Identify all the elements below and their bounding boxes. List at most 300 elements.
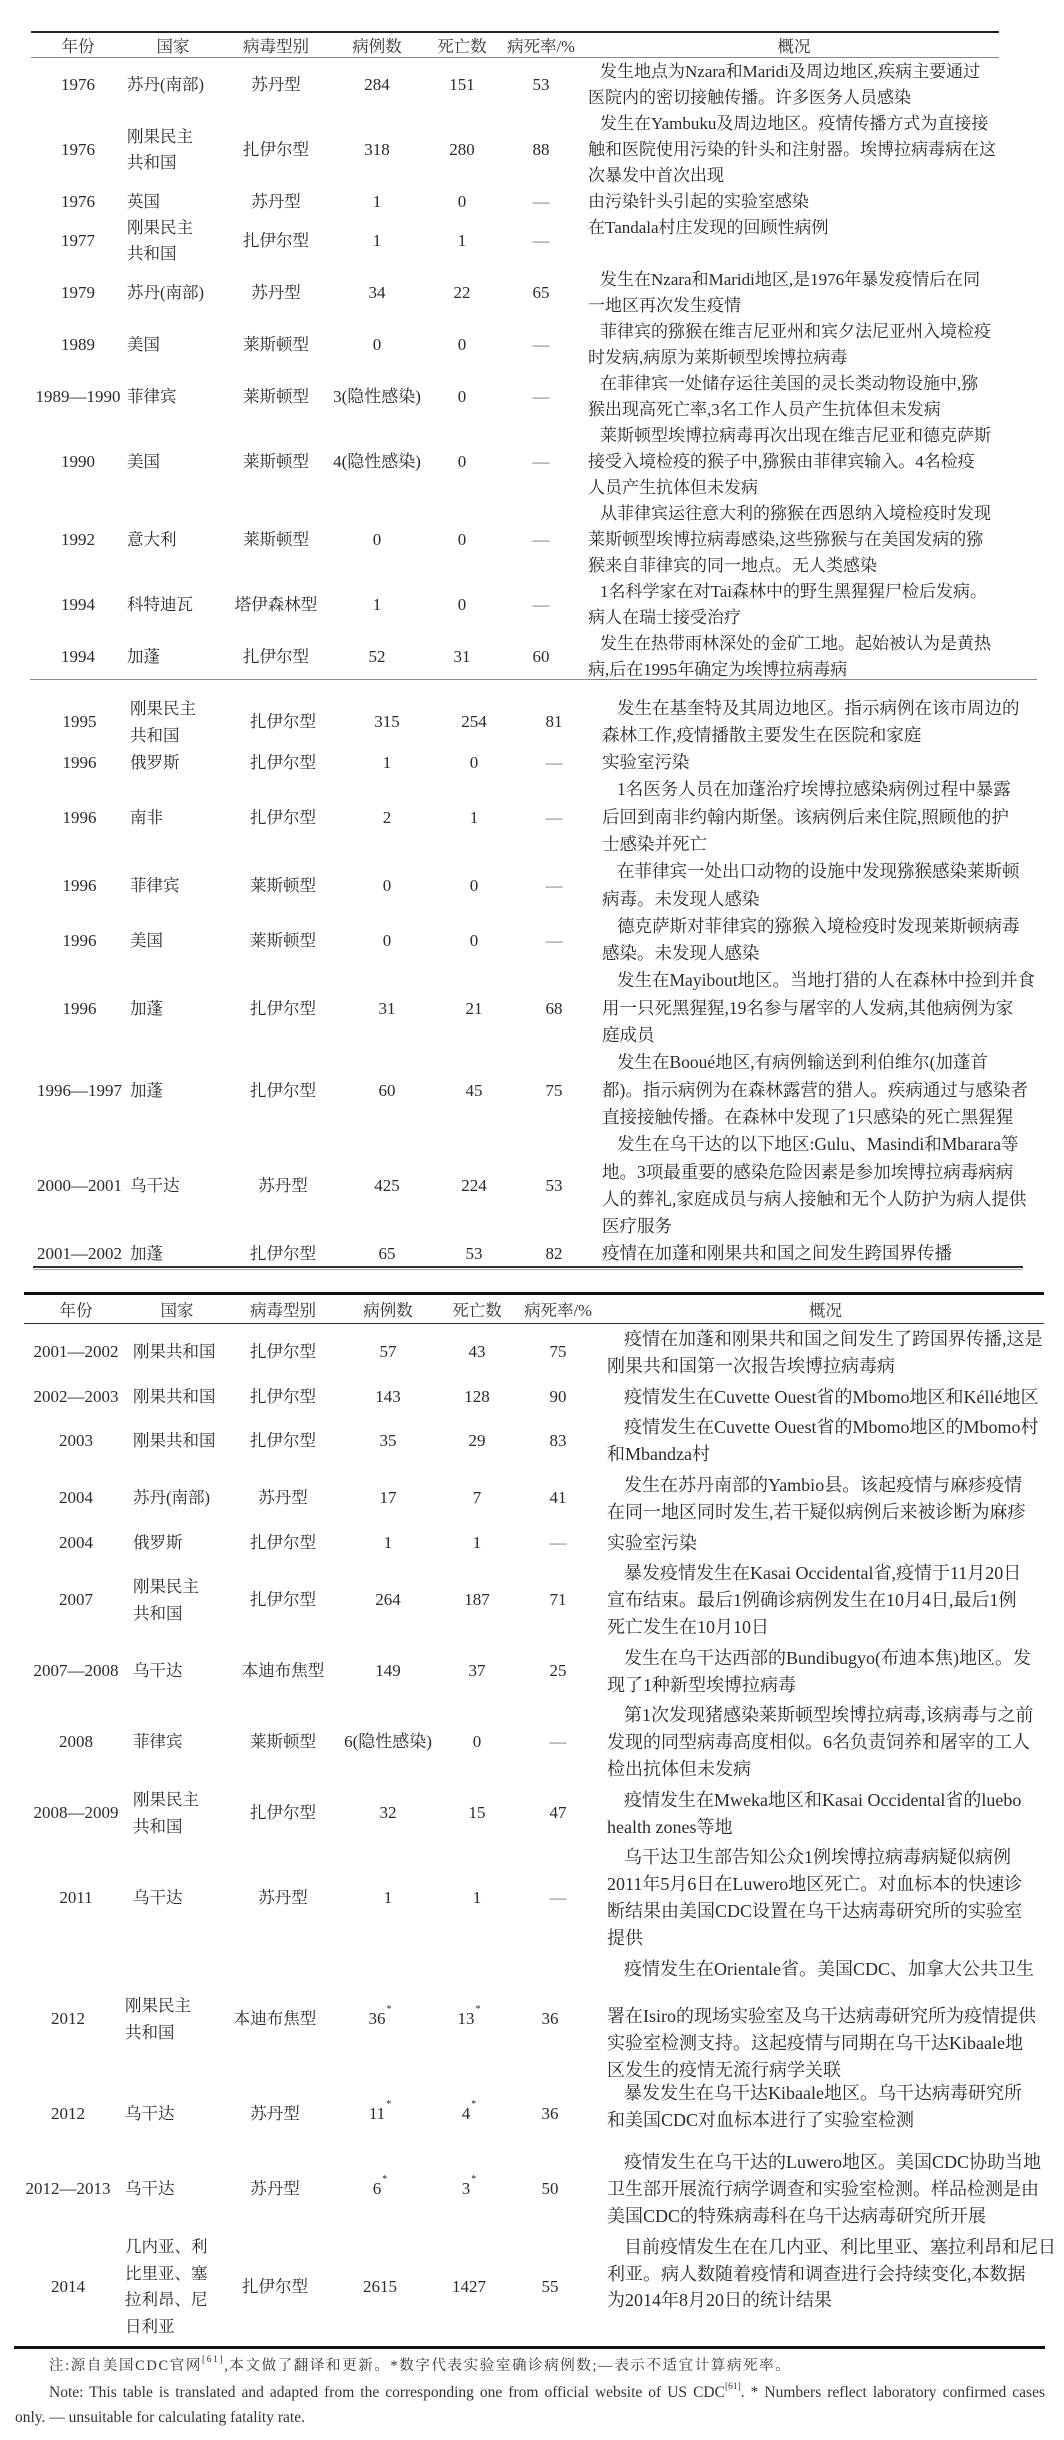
footnote-mark: * (471, 2099, 477, 2111)
country-line: 意大利 (127, 530, 177, 549)
deaths-cell: 224 (461, 1176, 487, 1196)
summary-line: 检出抗体但未发病 (607, 1758, 751, 1779)
summary-cell (582, 579, 1000, 631)
year-cell: 1976 (61, 192, 95, 211)
fatality-rate-cell: — (549, 1532, 567, 1552)
year-cell: 2007—2008 (33, 1661, 119, 1681)
country-line: 刚果共和国 (133, 1386, 216, 1406)
year-cell: 1976 (61, 75, 95, 94)
summary-line: 宣布结束。最后1例确诊病例发生在10月4日,最后1例 (607, 1590, 1017, 1611)
year-cell: 1990 (61, 452, 95, 471)
note-text: . * Numbers reflect laboratory confirmed cases (740, 2384, 1045, 2401)
country-cell (128, 1485, 226, 1512)
deaths-cell: 1427 (452, 2276, 486, 2296)
deaths-cell: 280 (449, 140, 475, 159)
country-cell (124, 72, 222, 98)
country-line: 刚果民主 (125, 1995, 191, 2015)
deaths-cell: 29 (468, 1430, 486, 1450)
table-note-english (49, 2381, 1045, 2405)
table-row (32, 1240, 1030, 1267)
virus-type-cell: 扎伊尔型 (250, 807, 316, 827)
table-row (32, 319, 1000, 371)
table-row (32, 501, 1000, 579)
fatality-rate-cell: 90 (549, 1386, 567, 1406)
summary-line: 发生在基奎特及其周边地区。指示病例在该市周边的 (617, 697, 1020, 718)
header-row (24, 1295, 1044, 1323)
footnote-mark: * (475, 2004, 481, 2016)
fatality-rate-cell: 83 (549, 1430, 567, 1450)
virus-type-cell: 扎伊尔型 (250, 1386, 316, 1406)
country-cell (128, 1885, 226, 1912)
summary-cell (582, 423, 1000, 501)
deaths-cell: 45 (465, 1080, 483, 1100)
summary-line: 发生在Yambuku及周边地区。疫情传播方式为直接接 (600, 114, 989, 133)
fatality-rate-cell: — (532, 335, 550, 354)
section-separator-rule (30, 679, 1037, 681)
country-line: 美国 (127, 335, 160, 354)
cases-cell: 1 (372, 192, 382, 211)
cases-cell: 35 (379, 1430, 397, 1450)
country-line: 日利亚 (125, 2317, 175, 2337)
summary-line: 断结果由美国CDC设置在乌干达病毒研究所的实验室 (607, 1900, 1023, 1921)
cases-cell: 34 (368, 283, 386, 302)
country-line: 菲律宾 (127, 387, 177, 406)
year-cell: 2001—2002 (37, 1244, 122, 1264)
fatality-rate-cell: — (532, 192, 550, 211)
summary-line: health zones等地 (607, 1816, 733, 1837)
summary-line: 由污染针头引起的实验室感染 (588, 192, 809, 211)
table-row (24, 1324, 1044, 1382)
reference-citation: [61] (201, 2355, 225, 2365)
country-line: 共和国 (133, 1816, 183, 1836)
summary-line: 目前疫情发生在在几内亚、利比里亚、塞拉利昂和尼日 (624, 2236, 1056, 2257)
summary-cell (582, 501, 1000, 579)
cases-cell: 315 (374, 712, 400, 732)
country-cell (127, 927, 232, 954)
country-line: 乌干达 (125, 2179, 175, 2199)
header-year: 年份 (61, 37, 95, 56)
cases-cell: 143 (375, 1386, 401, 1406)
year-cell: 2008 (59, 1732, 93, 1752)
summary-cell (598, 2080, 1044, 2134)
fatality-rate-cell: 71 (549, 1590, 567, 1610)
fatality-rate-cell: — (545, 930, 563, 950)
summary-line: 地。3项最重要的感染危险因素是参加埃博拉病毒病病 (602, 1161, 1014, 1182)
summary-cell (582, 371, 1000, 423)
country-cell (127, 749, 232, 776)
summary-line: 乌干达卫生部告知公众1例埃博拉病毒病疑似病例 (624, 1847, 1011, 1868)
virus-type-cell: 苏丹型 (250, 2179, 300, 2199)
summary-line: 刚果共和国第一次报告埃博拉病毒病 (607, 1355, 895, 1376)
table-row (32, 1049, 1030, 1131)
summary-line: 在Tandala村庄发现的回顾性病例 (588, 218, 829, 237)
summary-cell (582, 189, 1000, 215)
country-cell (128, 1729, 226, 1756)
table-row (32, 215, 1000, 267)
cases-cell: 6(隐性感染) (344, 1732, 432, 1752)
summary-line: 发生在热带雨林深处的金矿工地。起始被认为是黄热 (600, 634, 991, 653)
summary-cell (598, 2234, 1056, 2314)
virus-type-cell: 莱斯顿型 (250, 1732, 316, 1752)
summary-line: 发生在乌干达的以下地区:Gulu、Masindi和Mbarara等 (617, 1134, 1019, 1155)
deaths-cell: 1 (457, 231, 467, 250)
summary-line: 发生地点为Nzara和Maridi及周边地区,疾病主要通过 (600, 62, 981, 81)
country-line: 共和国 (127, 153, 177, 172)
section-bottom-rule-thin (33, 1269, 1023, 1270)
country-line: 刚果民主 (127, 127, 193, 146)
country-cell (124, 644, 222, 670)
country-cell (124, 332, 222, 358)
fatality-rate-cell: — (532, 530, 550, 549)
header-summary: 概况 (777, 37, 811, 56)
country-cell (128, 1530, 226, 1557)
year-cell: 1996 (62, 875, 97, 895)
summary-line: 暴发疫情发生在Kasai Occidental省,疫情于11月20日 (624, 1563, 1022, 1584)
summary-cell (582, 111, 1000, 189)
table-row (24, 1470, 1044, 1528)
table-row (32, 189, 1000, 215)
summary-line: 士感染并死亡 (602, 833, 707, 854)
virus-type-cell: 苏丹型 (251, 75, 301, 94)
summary-line: 实验室污染 (602, 752, 690, 773)
summary-line: 提供 (607, 1927, 643, 1948)
cases-cell: 31 (378, 998, 396, 1018)
country-cell (124, 592, 222, 618)
fatality-rate-cell: 75 (545, 1080, 563, 1100)
year-cell: 1989 (61, 335, 95, 354)
fatality-rate-cell: — (532, 387, 550, 406)
header-virus-type: 病毒型别 (250, 1301, 316, 1320)
table-section-3 (24, 1324, 1056, 2343)
year-cell: 2012 (51, 2104, 85, 2124)
table-row (24, 1643, 1044, 1701)
country-line: 加蓬 (130, 1080, 163, 1100)
reference-citation: [61] (724, 2382, 741, 2392)
virus-type-cell: 塔伊森林型 (234, 595, 318, 614)
deaths-cell: 0 (469, 930, 479, 950)
cases-cell: 1 (372, 595, 382, 614)
summary-line: 森林工作,疫情播散主要发生在医院和家庭 (602, 724, 922, 745)
year-cell: 2012 (51, 2009, 85, 2029)
table-row (24, 1700, 1044, 1784)
header-country: 国家 (156, 37, 190, 56)
deaths-cell: 0 (457, 192, 467, 211)
country-line: 苏丹(南部) (127, 75, 204, 94)
fatality-rate-cell: — (545, 753, 563, 773)
fatality-rate-cell: 36 (541, 2104, 559, 2124)
virus-type-cell: 扎伊尔型 (250, 1590, 316, 1610)
fatality-rate-cell: 55 (541, 2276, 559, 2296)
cases-cell: 4(隐性感染) (333, 452, 421, 471)
summary-line: 死亡发生在10月10日 (607, 1616, 769, 1637)
country-line: 共和国 (125, 2022, 175, 2042)
summary-line: 为2014年8月20日的统计结果 (607, 2290, 832, 2311)
cases-cell: 32 (379, 1803, 397, 1823)
table-row (24, 1842, 1044, 1953)
table-row (32, 776, 1030, 858)
year-cell: 1979 (61, 283, 95, 302)
table-row (24, 1382, 1044, 1413)
summary-line: 医院内的密切接触传播。许多医务人员感染 (588, 88, 911, 107)
note-text: 注:源自美国CDC官网 (49, 2358, 202, 2374)
virus-type-cell: 莱斯顿型 (243, 530, 309, 549)
cases-cell: 57 (379, 1342, 397, 1362)
cases-cell: 0 (372, 335, 382, 354)
virus-type-cell: 扎伊尔型 (250, 998, 316, 1018)
cases-cell: 65 (378, 1244, 396, 1264)
deaths-cell: 187 (464, 1590, 490, 1610)
summary-line: 发生在Nzara和Maridi地区,是1976年暴发疫情后在同 (600, 270, 981, 289)
summary-line: 区发生的疫情无流行病学关联 (607, 2059, 841, 2080)
cases-cell: 60 (378, 1080, 396, 1100)
summary-cell (598, 2149, 1044, 2229)
summary-line: 1名科学家在对Tai森林中的野生黑猩猩尸检后发病。 (600, 582, 987, 601)
note-text: ,本文做了翻译和更新。*数字代表实验室确诊病例数;—表示不适宜计算病死率。 (224, 2358, 792, 2374)
country-line: 刚果民主 (133, 1576, 199, 1596)
table-row (24, 1412, 1044, 1470)
country-line: 乌干达 (133, 1887, 183, 1907)
country-line: 刚果民主 (130, 698, 196, 718)
table-row (24, 1528, 1044, 1559)
deaths-cell: 151 (449, 75, 475, 94)
cases-cell: 0 (372, 530, 382, 549)
summary-cell (598, 1956, 1044, 2084)
fatality-rate-cell: 81 (545, 712, 563, 732)
summary-line: 和Mbandza村 (607, 1444, 710, 1465)
fatality-rate-cell: — (532, 452, 550, 471)
country-line: 几内亚、利 (125, 2236, 208, 2256)
country-line: 美国 (130, 930, 163, 950)
fatality-rate-cell: — (545, 807, 563, 827)
summary-cell (600, 1131, 1030, 1240)
summary-line: 利亚。病人数随着疫情和调查进行会持续变化,本数据 (607, 2263, 1026, 2284)
summary-line: 人的葬礼,家庭成员与病人接触和无个人防护为病人提供 (602, 1188, 1027, 1209)
summary-cell (598, 1384, 1044, 1411)
cases-cell: 1 (383, 1532, 393, 1552)
country-line: 共和国 (127, 244, 177, 263)
summary-cell (582, 59, 1000, 111)
virus-type-cell: 苏丹型 (258, 1176, 308, 1196)
table-row (32, 371, 1000, 423)
cases-cell (332, 2006, 428, 2033)
fatality-rate-cell: — (549, 1732, 567, 1752)
year-cell: 1995 (62, 712, 97, 732)
header-summary: 概况 (809, 1301, 842, 1320)
country-line: 英国 (127, 192, 160, 211)
country-line: 刚果共和国 (133, 1430, 216, 1450)
year-cell: 2012—2013 (25, 2179, 111, 2199)
summary-cell (582, 319, 1000, 371)
year-cell: 1996 (62, 998, 97, 1018)
summary-line: 疫情发生在Orientale省。美国CDC、加拿大公共卫生 (624, 1958, 1034, 1979)
year-cell: 2003 (59, 1430, 93, 1450)
year-cell: 1977 (61, 231, 95, 250)
deaths-cell (428, 2176, 510, 2203)
deaths-cell: 0 (469, 753, 479, 773)
cases-cell: 1 (383, 1887, 393, 1907)
summary-line: 后回到南非约翰内斯堡。该病例后来住院,照顾他的护 (602, 806, 1009, 827)
summary-line: 从菲律宾运往意大利的猕猴在西恩纳入境检疫时发现 (600, 504, 991, 523)
virus-type-cell: 本迪布焦型 (241, 1661, 325, 1681)
summary-cell (582, 215, 1000, 241)
table-note-english-continued: only. — unsuitable for calculating fatality rate. (15, 2409, 305, 2426)
cases-cell: 149 (375, 1661, 401, 1681)
table-note-chinese (49, 2354, 791, 2378)
table-row (32, 59, 1000, 111)
header-row (32, 33, 1000, 57)
deaths-cell (428, 2101, 510, 2128)
fatality-rate-cell: 68 (545, 998, 563, 1018)
summary-cell (600, 967, 1036, 1049)
year-cell: 2004 (59, 1488, 93, 1508)
summary-line: 在菲律宾一处出口动物的设施中发现猕猴感染莱斯顿 (617, 861, 1020, 882)
summary-line: 发生在Booué地区,有病例输送到利伯维尔(加蓬首 (617, 1052, 988, 1073)
year-cell: 1996 (62, 930, 97, 950)
country-line: 乌干达 (125, 2104, 175, 2124)
cases-cell: 284 (364, 75, 390, 94)
fatality-rate-cell: 41 (549, 1488, 567, 1508)
summary-line: 实验室检测支持。这起疫情与同期在乌干达Kibaale地 (607, 2033, 1023, 2054)
year-cell: 2011 (59, 1887, 93, 1907)
summary-cell (598, 1414, 1044, 1468)
country-cell (127, 804, 232, 831)
virus-type-cell: 苏丹型 (251, 192, 301, 211)
year-cell: 2001—2002 (33, 1342, 119, 1362)
cases-cell-value: 36 (368, 2009, 386, 2029)
summary-line: 疫情发生在Cuvette Ouest省的Mbomo地区的Mbomo村 (624, 1417, 1039, 1438)
table-bottom-rule (14, 2346, 1045, 2349)
fatality-rate-cell: 47 (549, 1803, 567, 1823)
cases-cell: 3(隐性感染) (333, 387, 421, 406)
cases-cell: 264 (375, 1590, 401, 1610)
country-line: 乌干达 (133, 1661, 183, 1681)
country-cell (128, 1787, 226, 1841)
deaths-cell: 128 (464, 1386, 490, 1406)
summary-line: 疫情发生在Cuvette Ouest省的Mbomo地区和Kéllé地区 (624, 1386, 1039, 1407)
deaths-cell: 7 (472, 1488, 482, 1508)
table-row (24, 1558, 1044, 1642)
fatality-rate-cell: 53 (532, 75, 550, 94)
fatality-rate-cell: 25 (549, 1661, 567, 1681)
fatality-rate-cell: 50 (541, 2179, 559, 2199)
fatality-rate-cell: 82 (545, 1244, 563, 1264)
header-fatality-rate: 病死率/% (507, 37, 575, 56)
summary-cell (598, 1844, 1044, 1951)
country-line: 南非 (130, 807, 163, 827)
summary-line: 发生在苏丹南部的Yambio县。该起疫情与麻疹疫情 (624, 1474, 1023, 1495)
summary-cell (598, 1702, 1044, 1782)
fatality-rate-cell: — (532, 595, 550, 614)
note-text: Note: This table is translated and adapted from the corresponding one from official website of US CDC (49, 2384, 725, 2401)
country-cell (124, 124, 222, 176)
virus-type-cell: 莱斯顿型 (250, 875, 316, 895)
virus-type-cell: 扎伊尔型 (250, 712, 316, 732)
country-line: 菲律宾 (133, 1732, 183, 1752)
table-row (32, 1131, 1030, 1240)
summary-line: 病,后在1995年确定为埃博拉病毒病 (588, 660, 848, 679)
table-row (32, 749, 1030, 776)
header-deaths: 死亡数 (452, 1301, 502, 1320)
summary-cell (598, 1645, 1044, 1699)
virus-type-cell: 本迪布焦型 (233, 2009, 317, 2029)
country-cell (127, 695, 232, 750)
deaths-cell: 254 (461, 712, 487, 732)
country-cell (128, 1384, 226, 1411)
country-line: 苏丹(南部) (133, 1488, 210, 1508)
country-line: 美国 (127, 452, 160, 471)
virus-type-cell: 扎伊尔型 (243, 647, 309, 666)
summary-line: 1名医务人员在加蓬治疗埃博拉感染病例过程中暴露 (617, 779, 1011, 800)
summary-line: 疫情发生在乌干达的Luwero地区。美国CDC协助当地 (624, 2152, 1041, 2173)
cases-cell (332, 2101, 428, 2128)
country-line: 乌干达 (130, 1176, 180, 1196)
deaths-cell: 0 (457, 452, 467, 471)
cases-cell-value: 11 (368, 2104, 386, 2124)
virus-type-cell: 苏丹型 (250, 2104, 300, 2124)
country-line: 刚果共和国 (133, 1342, 216, 1362)
summary-cell (598, 1472, 1044, 1526)
country-line: 俄罗斯 (130, 753, 180, 773)
summary-line: 发生在Mayibout地区。当地打猎的人在森林中捡到并食 (617, 970, 1036, 991)
deaths-cell-value: 4 (461, 2104, 471, 2124)
summary-line: 疫情在加蓬和刚果共和国之间发生跨国界传播 (602, 1243, 952, 1264)
deaths-cell: 21 (465, 998, 483, 1018)
deaths-cell: 1 (472, 1887, 482, 1907)
country-cell (120, 2101, 218, 2128)
deaths-cell: 1 (469, 807, 479, 827)
summary-line: 德克萨斯对菲律宾的猕猴入境检疫时发现莱斯顿病毒 (617, 915, 1020, 936)
virus-type-cell: 莱斯顿型 (243, 452, 309, 471)
summary-line: 病毒。未发现人感染 (602, 888, 760, 909)
virus-type-cell: 扎伊尔型 (250, 1342, 316, 1362)
year-cell: 2000—2001 (37, 1176, 122, 1196)
summary-line: 实验室污染 (607, 1532, 697, 1553)
virus-type-cell: 扎伊尔型 (250, 1080, 316, 1100)
country-cell (128, 1574, 226, 1628)
deaths-cell: 53 (465, 1244, 483, 1264)
summary-line: 都)。指示病例为在森林露营的猎人。疾病通过与感染者 (602, 1079, 1028, 1100)
country-line: 加蓬 (127, 647, 160, 666)
year-cell: 1992 (61, 530, 95, 549)
summary-cell (598, 1560, 1044, 1640)
country-cell (120, 1993, 218, 2047)
summary-cell (600, 695, 1030, 750)
deaths-cell: 0 (457, 595, 467, 614)
country-cell (124, 449, 222, 475)
country-cell (124, 189, 222, 215)
deaths-cell-value: 13 (457, 2009, 475, 2029)
virus-type-cell: 莱斯顿型 (243, 335, 309, 354)
footnote-mark: * (471, 2174, 477, 2186)
fatality-rate-cell: 88 (532, 140, 550, 159)
fatality-rate-cell: 36 (541, 2009, 559, 2029)
deaths-cell: 0 (457, 530, 467, 549)
cases-cell: 2615 (363, 2276, 397, 2296)
country-cell (127, 1077, 232, 1104)
year-cell: 1996 (62, 807, 97, 827)
summary-line: 2011年5月6日在Luwero地区死亡。对血标本的快速诊 (607, 1874, 1023, 1895)
country-line: 共和国 (133, 1603, 183, 1623)
virus-type-cell: 扎伊尔型 (243, 140, 309, 159)
summary-cell (598, 1787, 1044, 1841)
summary-line: 第1次发现猪感染莱斯顿型埃博拉病毒,该病毒与之前 (624, 1705, 1034, 1726)
summary-line: 卫生部开展流行病学调查和实验室检测。样品检测是由 (607, 2179, 1039, 2200)
deaths-cell-value: 3 (461, 2179, 471, 2199)
country-cell (128, 1339, 226, 1366)
summary-line: 和美国CDC对血标本进行了实验室检测 (607, 2109, 915, 2130)
virus-type-cell: 扎伊尔型 (250, 1532, 316, 1552)
summary-line: 莱斯顿型埃博拉病毒再次出现在维吉尼亚和德克萨斯 (600, 426, 991, 445)
